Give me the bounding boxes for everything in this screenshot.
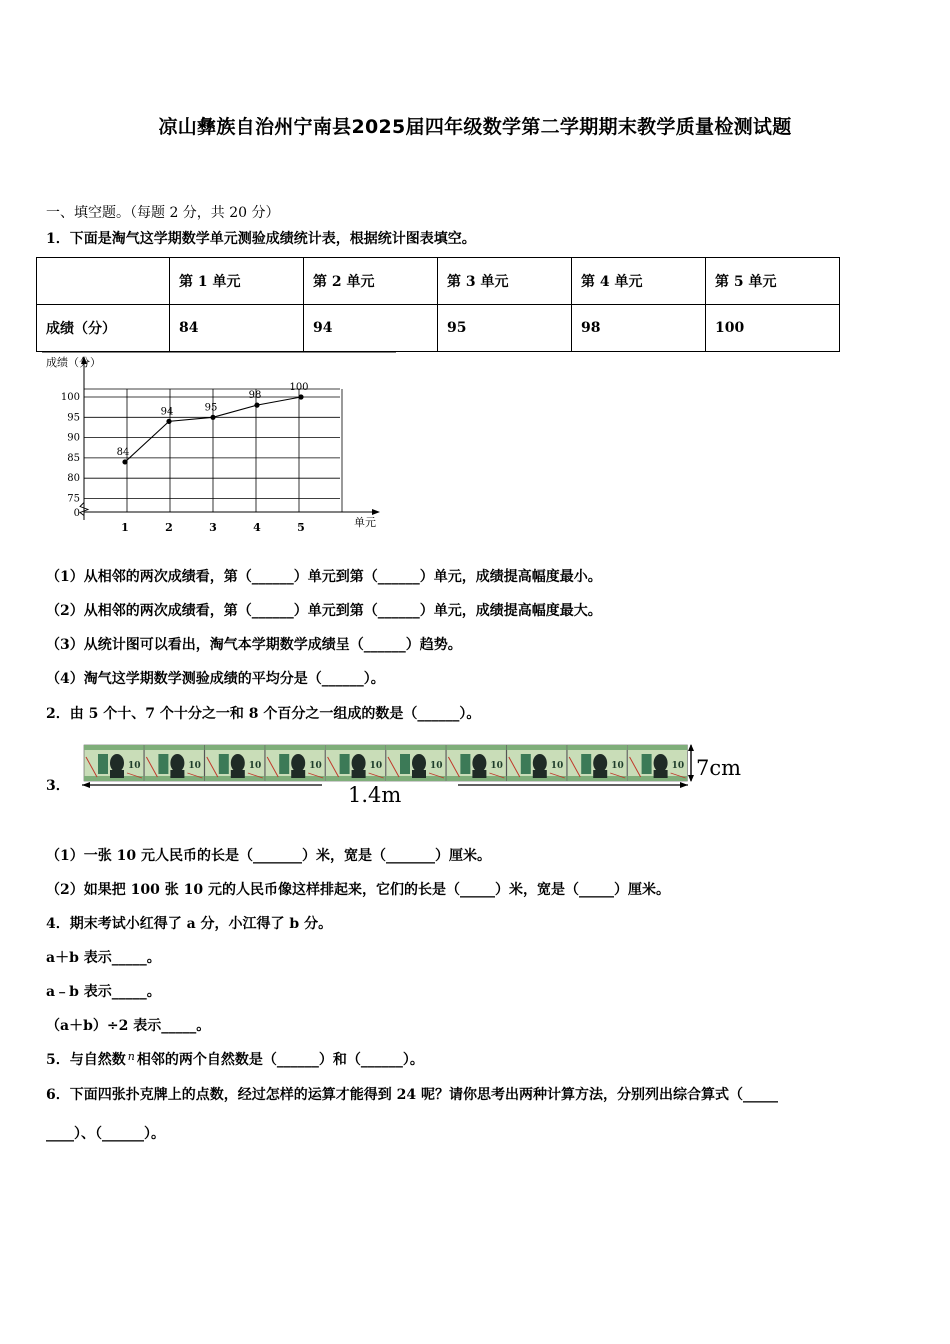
chart-y-tick-label: 80 bbox=[67, 473, 80, 485]
chart-data-label: 100 bbox=[289, 382, 309, 393]
chart-x-tick-label: 5 bbox=[297, 521, 305, 534]
chart-data-point bbox=[298, 394, 303, 399]
banknote-icon bbox=[205, 745, 265, 781]
question-1-sub-1: （1）从相邻的两次成绩看，第（______）单元到第（______）单元，成绩提高幅度最小。 bbox=[46, 569, 602, 585]
table-header-cell: 第 4 单元 bbox=[572, 258, 706, 305]
table-cell: 95 bbox=[438, 305, 572, 352]
question-6-line-2: ____）、（______）。 bbox=[46, 1126, 165, 1142]
question-1-sub-2: （2）从相邻的两次成绩看，第（______）单元到第（______）单元，成绩提高幅度最大。 bbox=[46, 603, 602, 619]
table-cell: 84 bbox=[170, 305, 304, 352]
chart-y-tick-label: 90 bbox=[67, 432, 80, 444]
banknote-icon bbox=[326, 745, 386, 781]
chart-data-label: 84 bbox=[116, 446, 130, 458]
chart-y-tick-label: 95 bbox=[67, 412, 80, 424]
question-5-variable: n bbox=[127, 1050, 135, 1063]
chart-y-axis-label: 成绩（分） bbox=[46, 356, 101, 369]
chart-y-tick-label: 0 bbox=[73, 508, 80, 519]
chart-data-label: 95 bbox=[204, 402, 218, 414]
chart-y-tick-label: 75 bbox=[67, 493, 80, 505]
chart-data-point bbox=[122, 459, 127, 464]
banknote-strip-figure bbox=[76, 738, 756, 810]
banknote-icon bbox=[386, 745, 446, 781]
table-row-label: 成绩（分） bbox=[37, 305, 170, 352]
chart-data-point bbox=[166, 419, 171, 424]
question-3-sub-1: （1）一张 10 元人民币的长是（_______）米，宽是（_______）厘米。 bbox=[46, 848, 491, 864]
banknote-value-text: 10 bbox=[671, 761, 685, 771]
table-row bbox=[37, 305, 840, 352]
banknote-value-text: 10 bbox=[309, 761, 322, 771]
score-table bbox=[36, 257, 840, 352]
section-heading: 一、填空题。（每题 2 分，共 20 分） bbox=[46, 205, 280, 221]
banknote-icon bbox=[265, 745, 325, 781]
chart-x-tick-label: 1 bbox=[121, 521, 129, 534]
chart-x-axis-label: 单元 bbox=[354, 516, 376, 529]
table-header-cell: 第 1 单元 bbox=[170, 258, 304, 305]
question-6-line-1: 6．下面四张扑克牌上的点数，经过怎样的运算才能得到 24 呢？请你思考出两种计算方法，分别列出综合算式（_____ bbox=[46, 1087, 778, 1103]
table-cell: 100 bbox=[706, 305, 840, 352]
question-2-text: 2．由 5 个十、7 个十分之一和 8 个百分之一组成的数是（______）。 bbox=[46, 706, 481, 722]
chart-y-tick-label: 85 bbox=[67, 452, 80, 464]
table-cell: 94 bbox=[304, 305, 438, 352]
chart-axes bbox=[61, 356, 380, 534]
chart-marks bbox=[117, 382, 309, 465]
score-line-chart bbox=[36, 352, 396, 537]
chart-data-point bbox=[210, 415, 215, 420]
banknote-row bbox=[84, 745, 687, 781]
table-header-cell: 第 5 单元 bbox=[706, 258, 840, 305]
question-5-prefix: 5．与自然数 bbox=[46, 1052, 126, 1068]
chart-x-axis-arrow bbox=[372, 509, 380, 515]
chart-x-tick-label: 2 bbox=[165, 521, 173, 534]
banknote-value-text: 10 bbox=[550, 761, 564, 771]
banknote-value-text: 10 bbox=[611, 761, 624, 771]
chart-y-tick-label: 100 bbox=[60, 392, 80, 403]
table-header-cell: 第 2 单元 bbox=[304, 258, 438, 305]
banknote-value-text: 10 bbox=[188, 761, 201, 771]
banknote-value-text: 10 bbox=[430, 761, 443, 771]
chart-data-label: 98 bbox=[248, 390, 262, 402]
question-1-sub-4: （4）淘气这学期数学测验成绩的平均分是（______）。 bbox=[46, 671, 385, 687]
banknote-value-text: 10 bbox=[490, 761, 503, 771]
question-3-sub-2: （2）如果把 100 张 10 元的人民币像这样排起来，它们的长是（_____）米，宽是（_____）厘米。 bbox=[46, 882, 670, 898]
width-label: 7cm bbox=[696, 756, 742, 780]
question-5 bbox=[46, 1049, 424, 1069]
question-3-number: 3． bbox=[46, 778, 70, 794]
table-header-cell: 第 3 单元 bbox=[438, 258, 572, 305]
banknote-icon bbox=[507, 745, 567, 781]
chart-x-tick-label: 3 bbox=[209, 521, 217, 534]
chart-data-label: 94 bbox=[160, 406, 174, 418]
question-4-line-3: （a＋b）÷2 表示_____。 bbox=[46, 1018, 211, 1034]
banknote-icon bbox=[567, 745, 627, 781]
question-4-line-2: a﹣b 表示_____。 bbox=[46, 984, 161, 1000]
question-4-text: 4．期末考试小红得了 a 分，小江得了 b 分。 bbox=[46, 916, 333, 932]
banknote-icon bbox=[628, 745, 688, 781]
table-header-row bbox=[37, 258, 840, 305]
banknote-icon bbox=[144, 745, 204, 781]
table-cell: 98 bbox=[572, 305, 706, 352]
banknote-icon bbox=[446, 745, 506, 781]
banknote-value-text: 10 bbox=[369, 761, 383, 771]
length-label: 1.4m bbox=[348, 783, 402, 807]
banknote-icon bbox=[84, 745, 144, 781]
chart-x-tick-label: 4 bbox=[253, 521, 261, 534]
banknote-value-text: 10 bbox=[128, 761, 141, 771]
banknote-value-text: 10 bbox=[248, 761, 262, 771]
width-dimension bbox=[688, 744, 694, 782]
question-1-sub-3: （3）从统计图可以看出，淘气本学期数学成绩呈（______）趋势。 bbox=[46, 637, 462, 653]
question-4-line-1: a＋b 表示_____。 bbox=[46, 950, 161, 966]
chart-data-point bbox=[254, 403, 259, 408]
question-1-text: 1．下面是淘气这学期数学单元测验成绩统计表，根据统计图表填空。 bbox=[46, 231, 476, 247]
table-header-cell bbox=[37, 258, 170, 305]
question-5-suffix: 相邻的两个自然数是（______）和（______）。 bbox=[136, 1052, 424, 1068]
page-title: 凉山彝族自治州宁南县2025届四年级数学第二学期期末教学质量检测试题 bbox=[158, 116, 792, 138]
